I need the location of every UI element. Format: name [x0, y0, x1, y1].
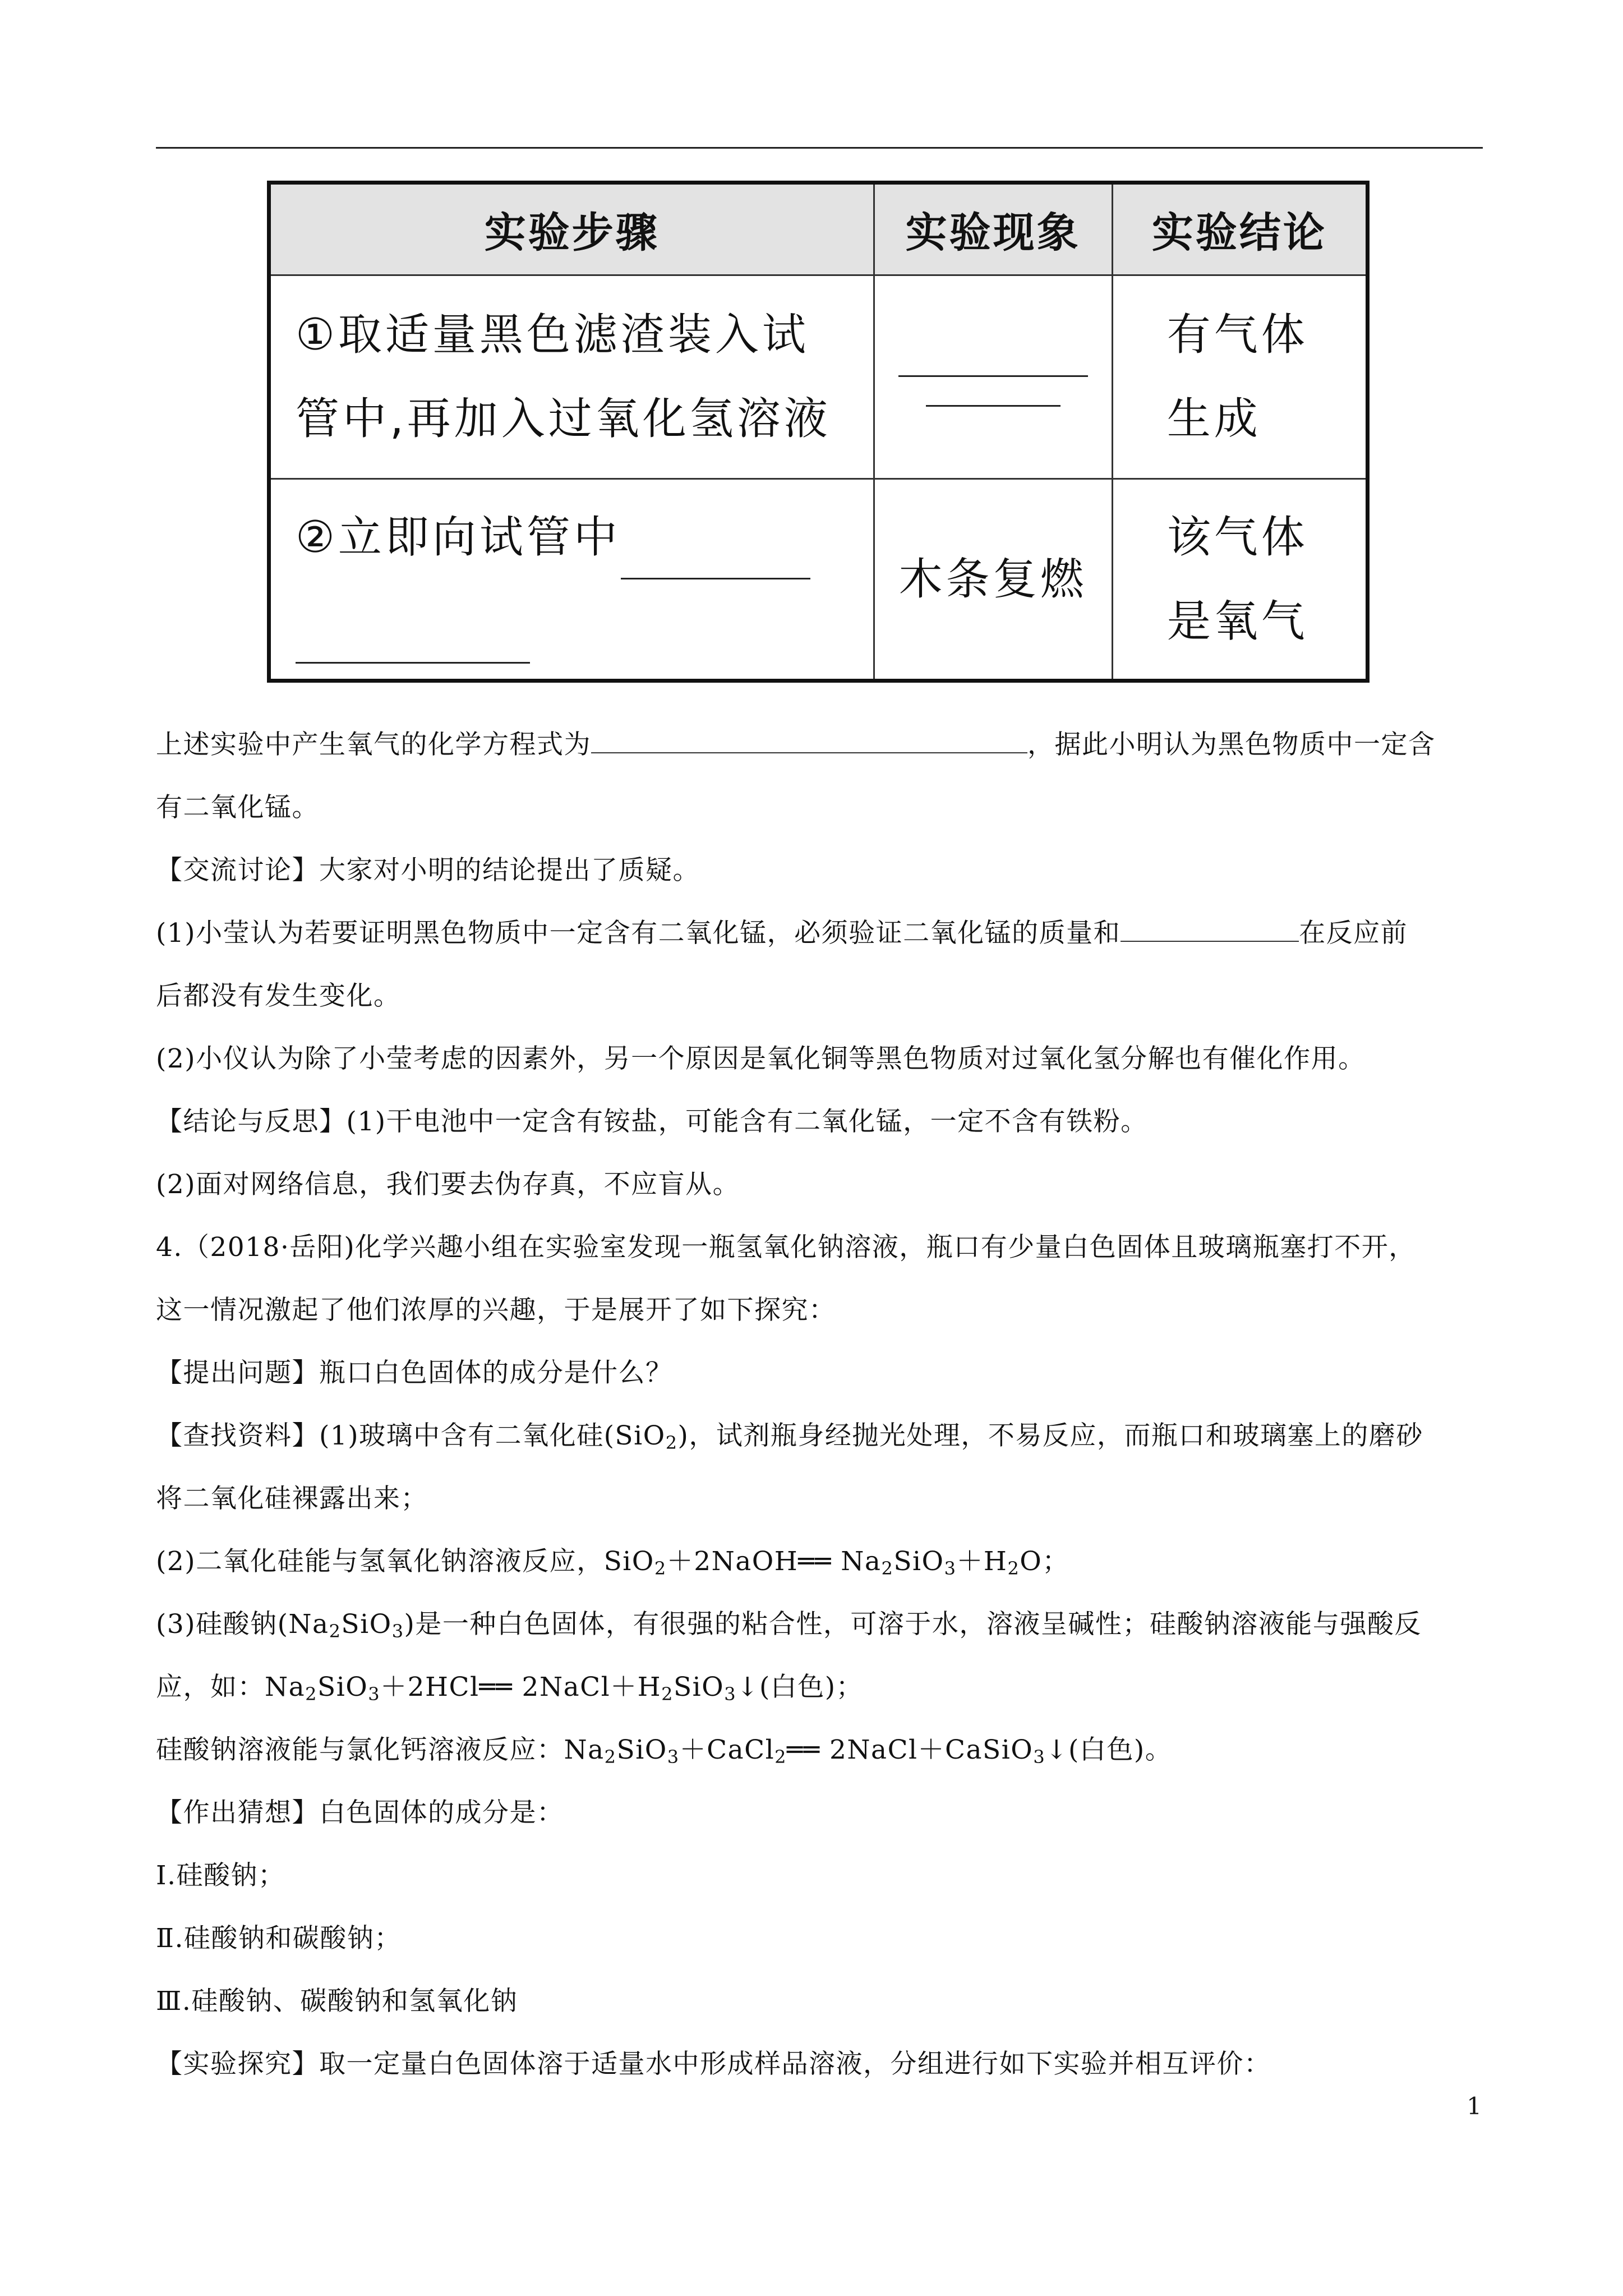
- conclusion-line: 生成: [1166, 394, 1261, 444]
- text-span: SiO: [893, 1546, 944, 1577]
- paragraph: 【实验探究】取一定量白色固体溶于适量水中形成样品溶液，分组进行如下实验并相互评价：: [156, 2049, 1271, 2079]
- header-rule: [156, 147, 1483, 149]
- text-span: )是一种白色固体，有很强的粘合性，可溶于水，溶液呈碱性；硅酸钠溶液能与强酸反: [404, 1609, 1422, 1640]
- text-span: ↓(白色)；: [736, 1672, 864, 1703]
- step-prefix: ②立即向试管中: [296, 512, 621, 563]
- paragraph: 【提出问题】瓶口白色固体的成分是什么？: [156, 1358, 673, 1388]
- text-span: (3)硅酸钠(Na: [156, 1609, 329, 1640]
- paragraph: [156, 714, 1485, 776]
- paragraph: [156, 1530, 1485, 1593]
- text-span: 在反应前: [1299, 918, 1408, 949]
- paragraph: Ⅲ.硅酸钠、碳酸钠和氢氧化钠: [156, 1986, 518, 2017]
- text-span: ＋H: [956, 1546, 1008, 1577]
- paragraph: Ⅱ.硅酸钠和碳酸钠；: [156, 1923, 402, 1954]
- paragraph: 【交流讨论】大家对小明的结论提出了质疑。: [156, 855, 700, 886]
- paragraph: 后都没有发生变化。: [156, 981, 401, 1011]
- subscript: 2: [654, 1558, 667, 1579]
- text-span: )，试剂瓶身经抛光处理，不易反应，而瓶口和玻璃塞上的磨砂: [677, 1420, 1423, 1451]
- conclusion-line: 有气体: [1166, 310, 1308, 360]
- text-span: ＋2HCl══ 2NaCl＋H: [380, 1672, 662, 1703]
- text-span: SiO: [616, 1734, 667, 1765]
- paragraph: [156, 902, 1485, 965]
- header-steps: 实验步骤: [269, 183, 874, 275]
- conclusion-cell: [1112, 275, 1367, 479]
- subscript: 2: [774, 1746, 787, 1768]
- phenomenon-cell: [874, 275, 1112, 479]
- paragraph: (2)小仪认为除了小莹考虑的因素外，另一个原因是氧化铜等黑色物质对过氧化氢分解也有催化作用。: [156, 1043, 1366, 1074]
- text-span: (2)二氧化硅能与氢氧化钠溶液反应，SiO: [156, 1546, 654, 1577]
- header-phenomenon: 实验现象: [874, 183, 1112, 275]
- step-cell: [269, 479, 874, 681]
- text-span: 硅酸钠溶液能与氯化钙溶液反应：Na: [156, 1734, 605, 1765]
- text-span: ＋CaCl: [679, 1734, 775, 1765]
- answer-blank: [875, 293, 1112, 377]
- paragraph: 将二氧化硅裸露出来；: [156, 1483, 428, 1514]
- step-line: [296, 579, 856, 664]
- answer-blank: [591, 728, 1027, 753]
- experiment-table: [267, 181, 1370, 683]
- paragraph: [156, 1405, 1485, 1467]
- subscript: 3: [944, 1558, 957, 1579]
- phenomenon-cell: 木条复燃: [874, 479, 1112, 681]
- table-row: [269, 479, 1368, 681]
- step-line: [296, 495, 856, 579]
- body-text: [156, 714, 1485, 2096]
- answer-blank: [875, 377, 1112, 461]
- subscript: 2: [329, 1621, 342, 1642]
- subscript: 3: [1033, 1746, 1046, 1768]
- subscript: 2: [604, 1746, 617, 1768]
- text-span: 【查找资料】(1)玻璃中含有二氧化硅(SiO: [156, 1420, 666, 1451]
- subscript: 3: [368, 1683, 381, 1705]
- text-span: ↓(白色)。: [1045, 1734, 1173, 1765]
- answer-blank: [1121, 916, 1299, 942]
- text-span: ，据此小明认为黑色物质中一定含: [1027, 729, 1436, 760]
- text-span: SiO: [317, 1672, 368, 1703]
- paragraph: Ⅰ.硅酸钠；: [156, 1860, 285, 1891]
- conclusion-cell: [1112, 479, 1367, 681]
- paragraph: 【结论与反思】(1)干电池中一定含有铵盐，可能含有二氧化锰，一定不含有铁粉。: [156, 1106, 1148, 1137]
- paragraph: 这一情况激起了他们浓厚的兴趣，于是展开了如下探究：: [156, 1295, 836, 1326]
- paragraph: 【作出猜想】白色固体的成分是：: [156, 1797, 564, 1828]
- text-span: ＋2NaOH══ Na: [666, 1546, 882, 1577]
- text-span: O；: [1020, 1546, 1069, 1577]
- subscript: 2: [305, 1683, 318, 1705]
- paragraph: [156, 1593, 1485, 1656]
- answer-blank: [621, 530, 810, 579]
- step-cell: [269, 275, 874, 479]
- answer-blank: [296, 614, 530, 664]
- subscript: 2: [881, 1558, 894, 1579]
- text-span: ══ 2NaCl＋CaSiO: [786, 1734, 1034, 1765]
- header-conclusion: 实验结论: [1112, 183, 1367, 275]
- text-span: 应，如：Na: [156, 1672, 306, 1703]
- conclusion-line: 该气体: [1166, 512, 1308, 563]
- subscript: 2: [661, 1683, 674, 1705]
- subscript: 3: [667, 1746, 680, 1768]
- subscript: 3: [724, 1683, 737, 1705]
- text-span: (1)小莹认为若要证明黑色物质中一定含有二氧化锰，必须验证二氧化锰的质量和: [156, 918, 1121, 949]
- paragraph: 4.（2018·岳阳)化学兴趣小组在实验室发现一瓶氢氧化钠溶液，瓶口有少量白色固体且玻璃瓶塞打不开，: [156, 1232, 1416, 1263]
- text-span: 上述实验中产生氧气的化学方程式为: [156, 729, 591, 760]
- page-number: 1: [1467, 2092, 1482, 2120]
- subscript: 3: [391, 1621, 404, 1642]
- step-line: ①取适量黑色滤渣装入试: [296, 310, 809, 360]
- subscript: 2: [665, 1432, 678, 1453]
- paragraph: [156, 1719, 1485, 1782]
- text-span: SiO: [673, 1672, 725, 1703]
- conclusion-line: 是氧气: [1166, 596, 1308, 647]
- paragraph: 有二氧化锰。: [156, 792, 319, 823]
- table-header-row: [269, 183, 1368, 275]
- paragraph: (2)面对网络信息，我们要去伪存真，不应盲从。: [156, 1169, 740, 1200]
- text-span: SiO: [341, 1609, 392, 1640]
- subscript: 2: [1007, 1558, 1020, 1579]
- paragraph: [156, 1656, 1485, 1719]
- step-line: 管中,再加入过氧化氢溶液: [296, 394, 831, 444]
- table-row: [269, 275, 1368, 479]
